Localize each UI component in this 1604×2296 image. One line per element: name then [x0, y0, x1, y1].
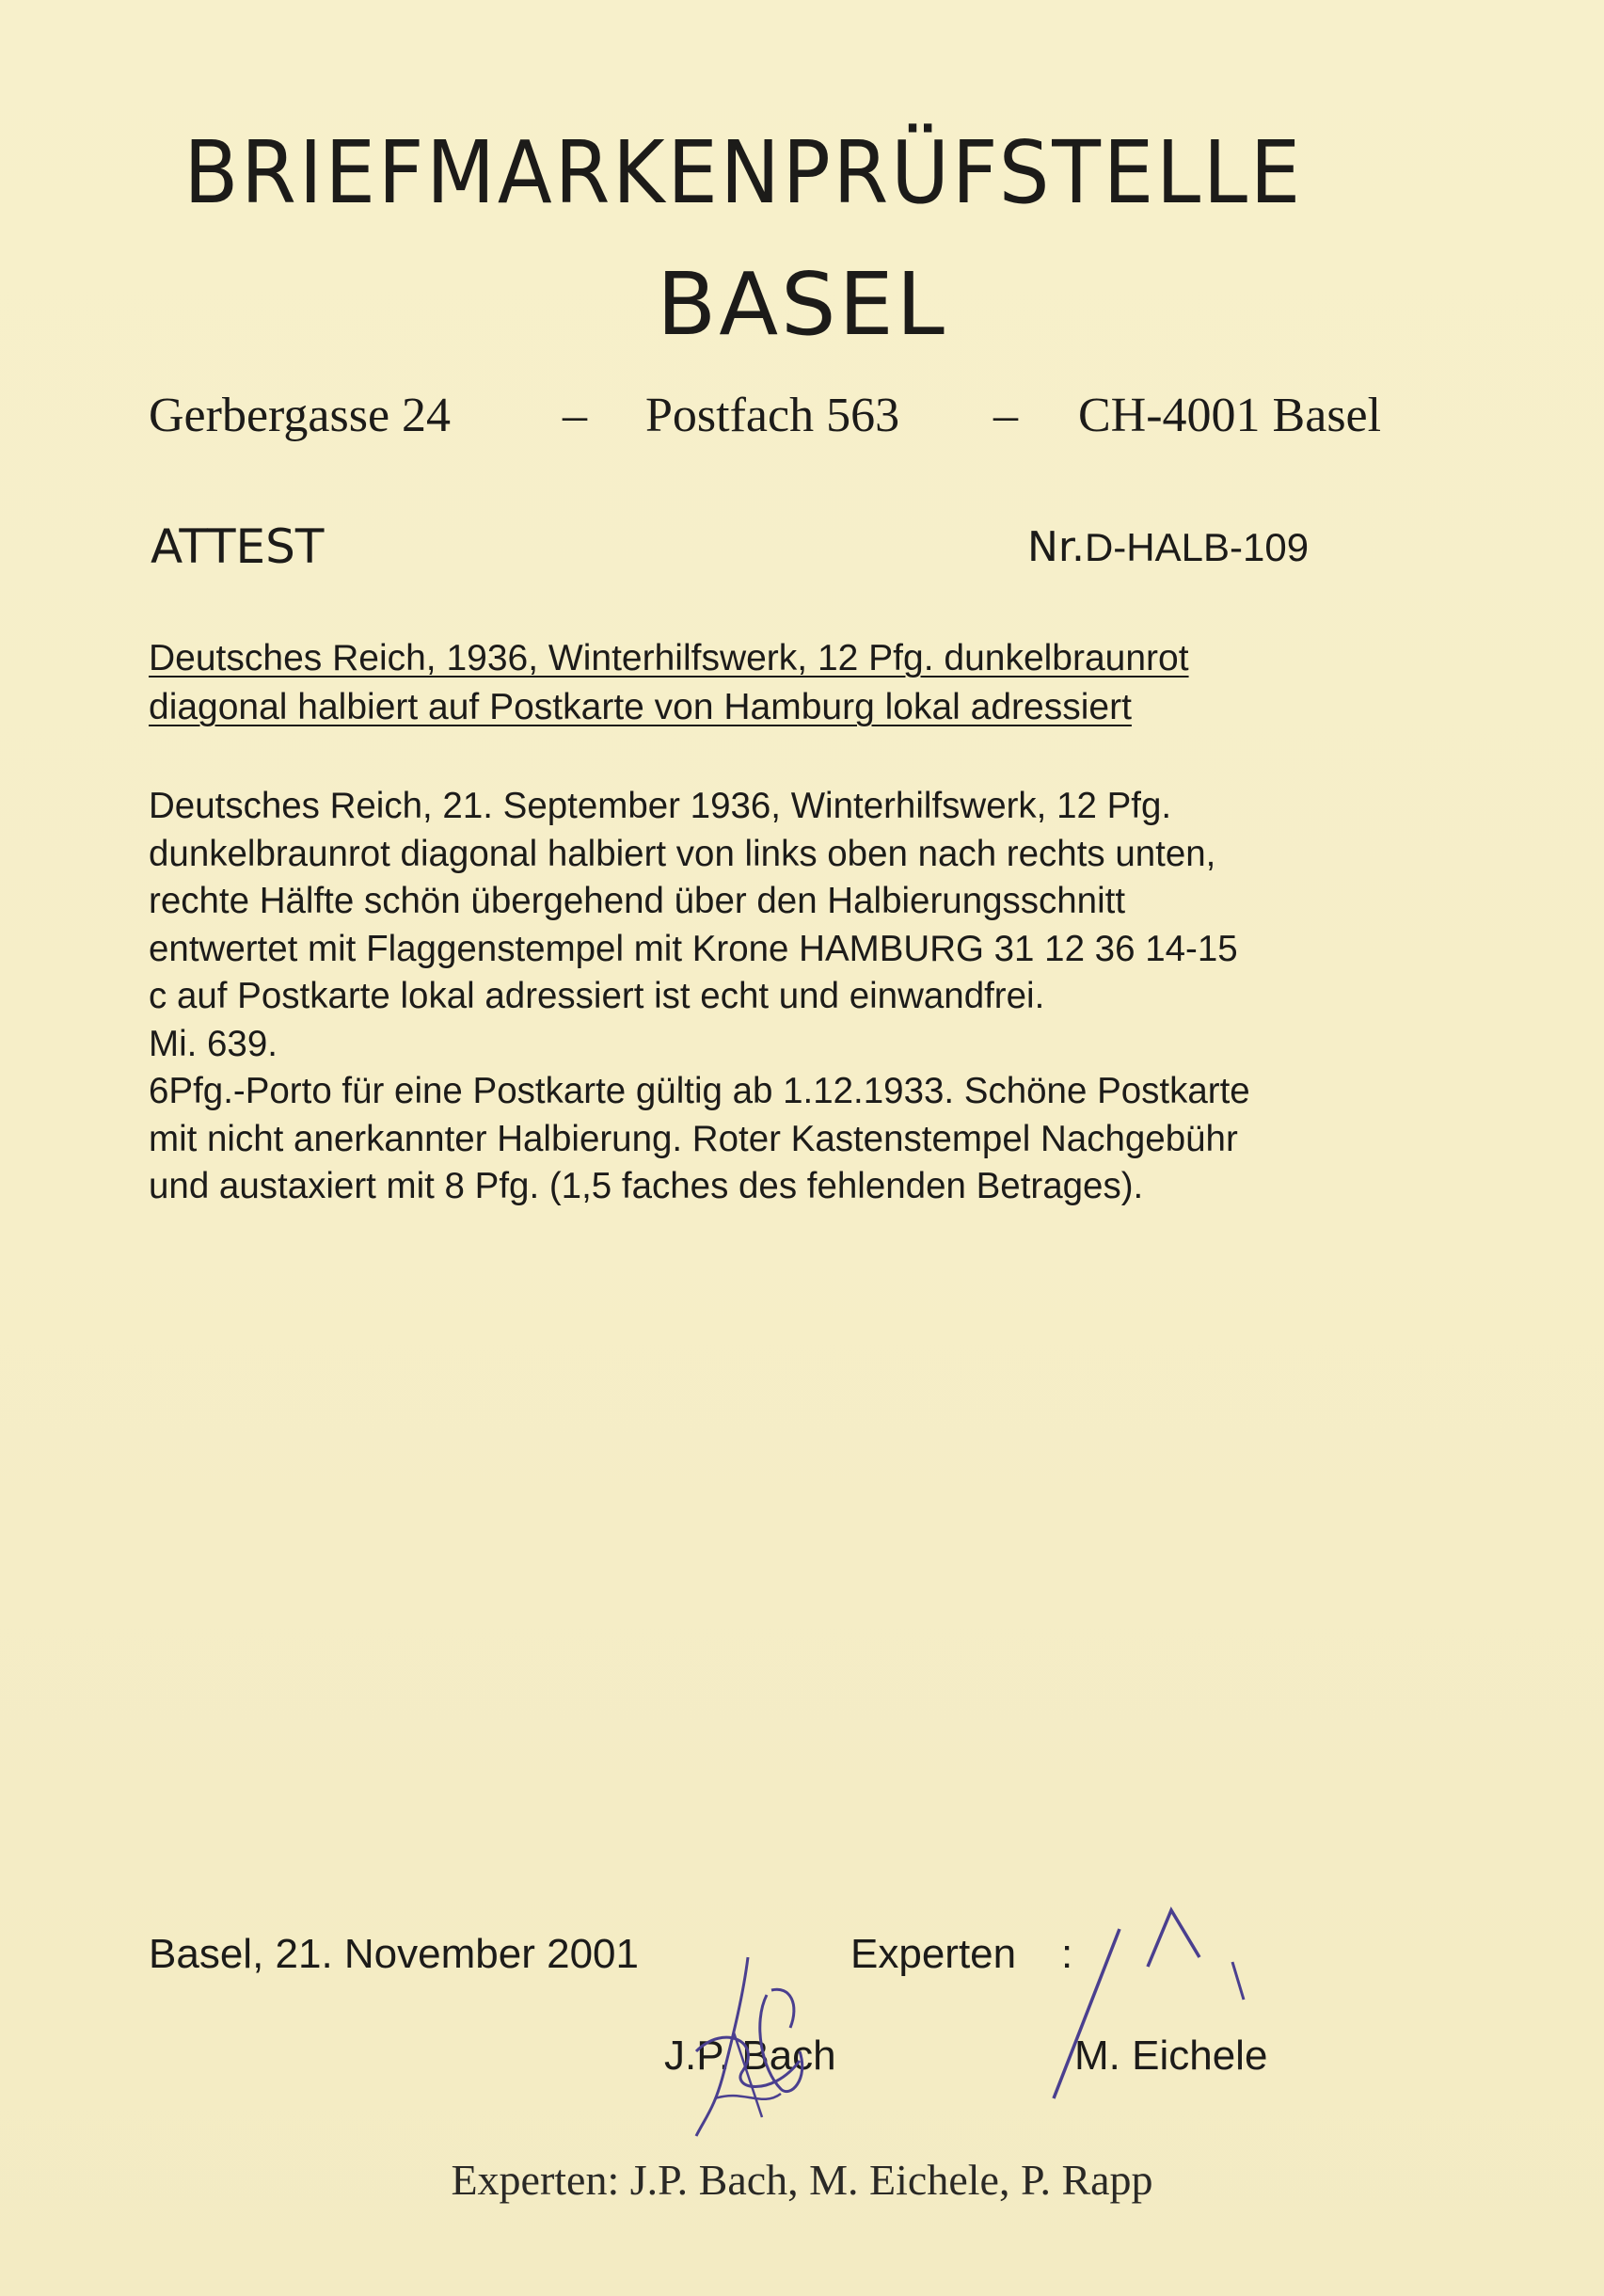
address-separator-2: – [993, 389, 1018, 442]
expert-name-eichele: M. Eichele [1074, 2033, 1268, 2079]
address-street: Gerbergasse 24 [149, 389, 452, 442]
attest-body [149, 783, 1250, 1211]
title-line-1: BRIEFMARKENPRÜFSTELLE [183, 122, 1304, 223]
address-postbox: Postfach 563 [645, 389, 900, 442]
body-line: entwertet mit Flaggenstempel mit Krone HAMBURG 31 12 36 14-15 [149, 928, 1238, 969]
subject-heading [149, 634, 1189, 732]
body-line: Mi. 639. [149, 1023, 278, 1064]
body-line: Deutsches Reich, 21. September 1936, Winterhilfswerk, 12 Pfg. [149, 786, 1172, 826]
signature-eichele [1035, 1891, 1279, 2117]
expert-name-bach: J.P. Bach [664, 2033, 836, 2079]
subject-line-2: diagonal halbiert auf Postkarte von Hamburg lokal adressiert [149, 687, 1132, 727]
certificate-number-label: Nr. [1027, 523, 1085, 571]
place-date: Basel, 21. November 2001 [149, 1931, 639, 1977]
signature-bach [659, 1938, 847, 2145]
body-line: und austaxiert mit 8 Pfg. (1,5 faches des fehlenden Betrages). [149, 1166, 1144, 1206]
body-line: 6Pfg.-Porto für eine Postkarte gültig ab 1.12.1933. Schöne Postkarte [149, 1071, 1250, 1111]
certificate-number [1027, 523, 1309, 571]
experts-colon: : [1061, 1931, 1073, 1977]
experts-label: Experten [850, 1931, 1017, 1977]
certificate-number-value: D-HALB-109 [1084, 525, 1310, 569]
body-line: rechte Hälfte schön übergehend über den Halbierungsschnitt [149, 881, 1126, 921]
title-line-2: BASEL [657, 254, 947, 355]
body-line: mit nicht anerkannter Halbierung. Roter Kastenstempel Nachgebühr [149, 1118, 1238, 1159]
address-separator-1: – [563, 389, 587, 442]
address-city: CH-4001 Basel [1078, 389, 1382, 442]
document-type: ATTEST [151, 519, 325, 574]
subject-line-1: Deutsches Reich, 1936, Winterhilfswerk, 12 Pfg. dunkelbraunrot [149, 638, 1189, 678]
body-line: dunkelbraunrot diagonal halbiert von links oben nach rechts unten, [149, 833, 1216, 874]
body-line: c auf Postkarte lokal adressiert ist echt und einwandfrei. [149, 976, 1045, 1016]
experts-list: Experten: J.P. Bach, M. Eichele, P. Rapp [451, 2156, 1153, 2204]
